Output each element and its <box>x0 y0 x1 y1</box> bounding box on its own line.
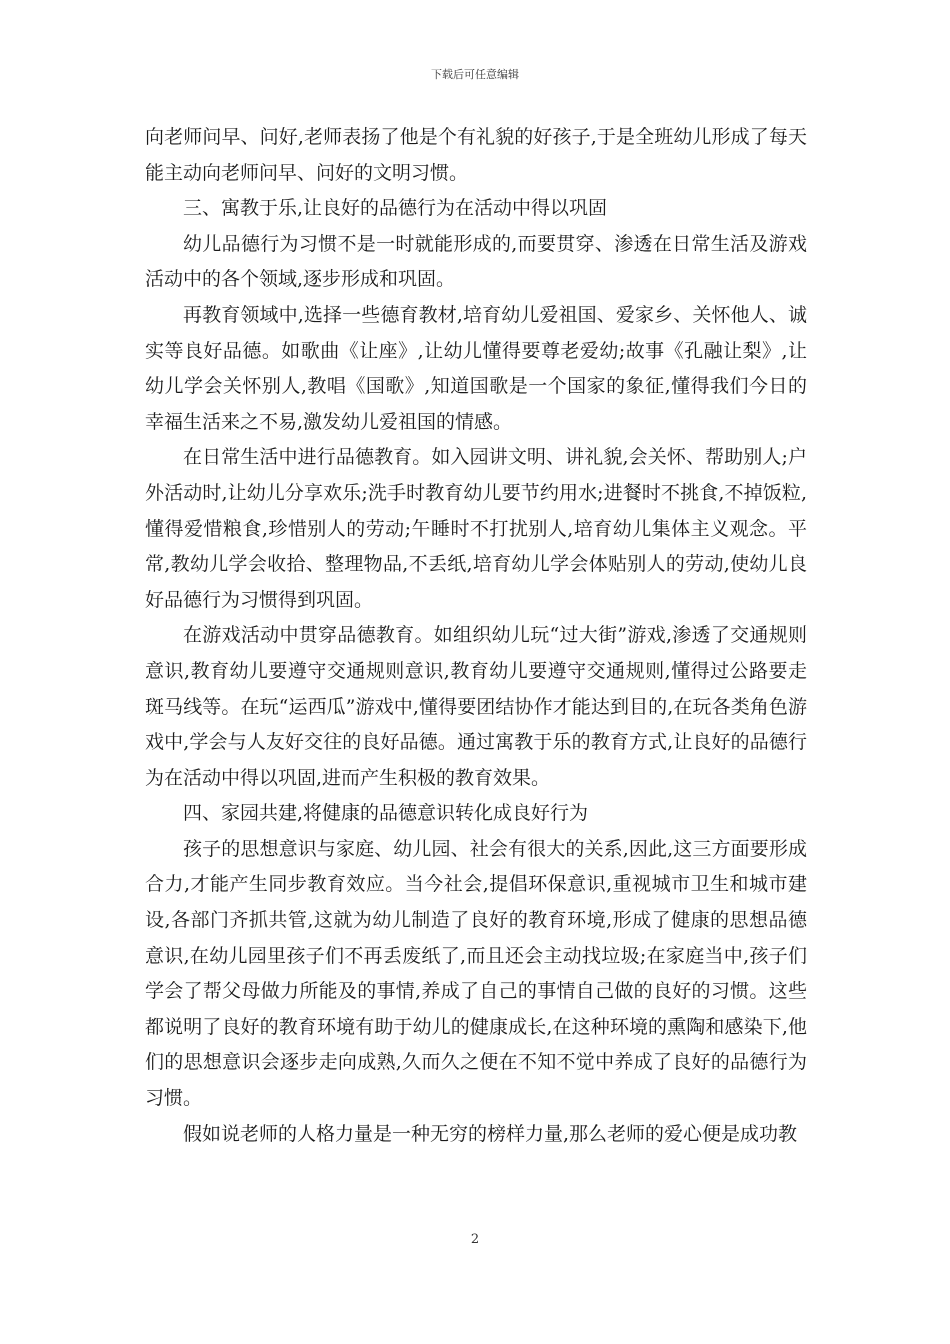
paragraph: 假如说老师的人格力量是一种无穷的榜样力量,那么老师的爱心便是成功教 <box>183 1122 798 1145</box>
page-number: 2 <box>470 1232 480 1247</box>
page-header: 下载后可任意编辑 <box>431 68 519 81</box>
paragraph: 再教育领域中,选择一些德育教材,培育幼儿爱祖国、爱家乡、关怀他人、诚实等良好品德。如歌曲《让座》,让幼儿懂得要尊老爱幼;故事《孔融让梨》,让幼儿学会关怀别人,教唱《国歌》,知道国歌是一个国家的象征,懂得我们今日的幸福生活来之不易,激发幼儿爱祖国的情感。 <box>145 303 807 433</box>
paragraph: 在日常生活中进行品德教育。如入园讲文明、讲礼貌,会关怀、帮助别人;户外活动时,让幼儿分享欢乐;洗手时教育幼儿要节约用水;进餐时不挑食,不掉饭粒,懂得爱惜粮食,珍惜别人的劳动;午睡时不打扰别人,培育幼儿集体主义观念。平常,教幼儿学会收拾、整理物品,不丢纸,培育幼儿学会体贴别人的劳动,使幼儿良好品德行为习惯得到巩固。 <box>145 446 807 611</box>
paragraph: 在游戏活动中贯穿品德教育。如组织幼儿玩“过大街”游戏,渗透了交通规则意识,教育幼儿要遵守交通规则意识,教育幼儿要遵守交通规则,懂得过公路要走斑马线等。在玩“运西瓜”游戏中,懂得要团结协作才能达到目的,在玩各类角色游戏中,学会与人友好交往的良好品德。通过寓教于乐的教育方式,让良好的品德行为在活动中得以巩固,进而产生积极的教育效果。 <box>145 624 807 789</box>
section-heading: 四、家园共建,将健康的品德意识转化成良好行为 <box>183 802 589 825</box>
paragraph: 向老师问早、问好,老师表扬了他是个有礼貌的好孩子,于是全班幼儿形成了每天能主动向老师问早、问好的文明习惯。 <box>145 126 807 184</box>
document-body <box>145 120 807 1152</box>
paragraph: 幼儿品德行为习惯不是一时就能形成的,而要贯穿、渗透在日常生活及游戏活动中的各个领域,逐步形成和巩固。 <box>145 232 807 291</box>
section-heading: 三、寓教于乐,让良好的品德行为在活动中得以巩固 <box>183 197 608 220</box>
paragraph: 孩子的思想意识与家庭、幼儿园、社会有很大的关系,因此,这三方面要形成合力,才能产生同步教育效应。当今社会,提倡环保意识,重视城市卫生和城市建设,各部门齐抓共管,这就为幼儿制造了良好的教育环境,形成了健康的思想品德意识,在幼儿园里孩子们不再丢废纸了,而且还会主动找垃圾;在家庭当中,孩子们学会了帮父母做力所能及的事情,养成了自己的事情自己做的良好的习惯。这些都说明了良好的教育环境有助于幼儿的健康成长,在这种环境的熏陶和感染下,他们的思想意识会逐步走向成熟,久而久之便在不知不觉中养成了良好的品德行为习惯。 <box>145 837 807 1110</box>
